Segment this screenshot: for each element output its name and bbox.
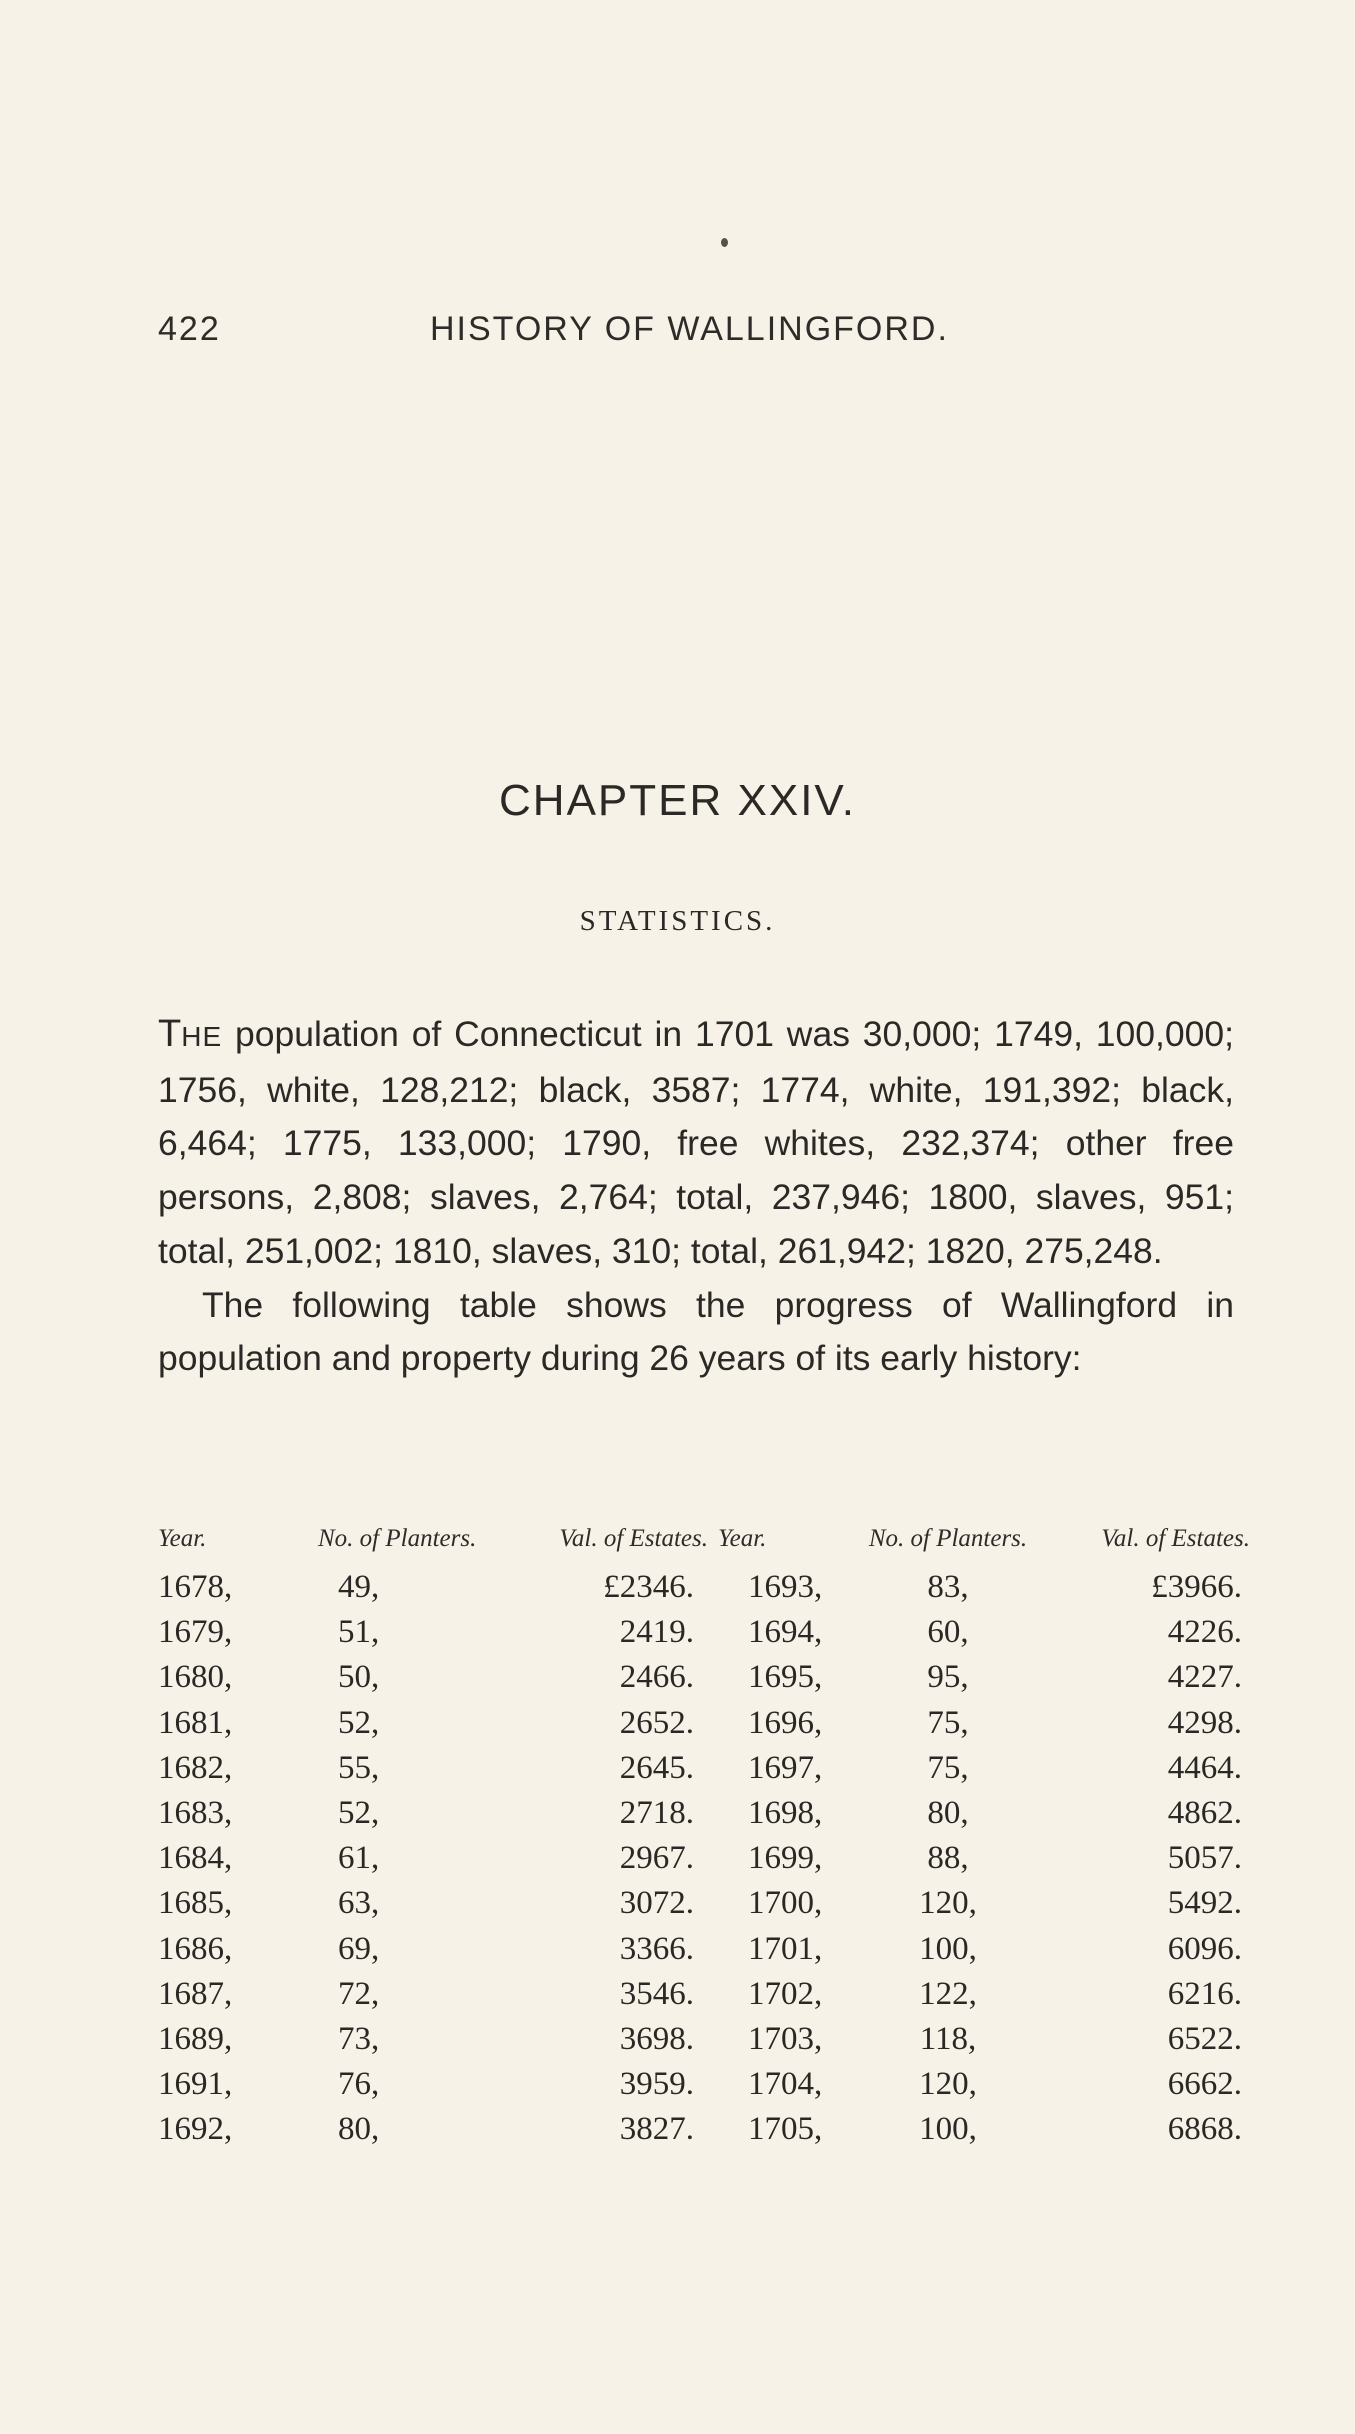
cell-planters-2: 75, — [927, 1749, 969, 1786]
table-row — [158, 1701, 1250, 1746]
table-row — [158, 1791, 1250, 1836]
cell-year: 1679, — [158, 1614, 233, 1651]
table-header-row — [158, 1525, 1250, 1565]
cell-planters-2: 118, — [919, 2020, 977, 2057]
cell-year: 1680, — [158, 1659, 233, 1696]
cell-planters-2: 95, — [927, 1659, 969, 1696]
cell-estates: 3366. — [619, 1930, 694, 1967]
cell-year: 1686, — [158, 1930, 233, 1967]
cell-planters-2: 100, — [919, 1930, 977, 1967]
cell-estates: 2652. — [619, 1704, 694, 1741]
cell-year: 1683, — [158, 1795, 233, 1832]
cell-year: 1681, — [158, 1704, 233, 1741]
table-body — [158, 1565, 1250, 2152]
cell-year-2: 1693, — [748, 1569, 823, 1606]
cell-planters-2: 120, — [919, 2066, 977, 2103]
cell-estates-2: 6662. — [1167, 2066, 1242, 2103]
cell-year-2: 1704, — [748, 2066, 823, 2103]
paragraph-table-intro: The following table shows the progress of Wallingford in population and property during 26 years of its early history: — [158, 1284, 1234, 1379]
cell-estates-2: 4298. — [1167, 1704, 1242, 1741]
cell-year: 1678, — [158, 1569, 233, 1606]
table-row — [158, 1610, 1250, 1655]
table-row — [158, 2062, 1250, 2107]
header-estates-2: Val. of Estates. — [1101, 1525, 1250, 1552]
cell-planters: 50, — [338, 1659, 380, 1696]
cell-estates-2: 6096. — [1167, 1930, 1242, 1967]
cell-year: 1684, — [158, 1840, 233, 1877]
cell-year-2: 1705, — [748, 2111, 823, 2148]
table-row — [158, 2107, 1250, 2152]
cell-planters-2: 100, — [919, 2111, 977, 2148]
cell-planters: 61, — [338, 1840, 380, 1877]
header-planters: No. of Planters. — [318, 1525, 477, 1552]
section-title: STATISTICS. — [579, 905, 776, 937]
cell-planters-2: 83, — [927, 1569, 969, 1606]
header-planters-2: No. of Planters. — [868, 1525, 1028, 1552]
cell-planters-2: 120, — [919, 1885, 977, 1922]
table-row — [158, 1927, 1250, 1972]
header-year-2: Year. — [718, 1525, 767, 1552]
cell-planters-2: 75, — [927, 1704, 969, 1741]
cell-estates-2: 5057. — [1167, 1840, 1242, 1877]
header-estates: Val. of Estates. — [559, 1525, 708, 1552]
header-year: Year. — [158, 1525, 207, 1552]
cell-planters-2: 80, — [927, 1795, 969, 1832]
cell-year: 1685, — [158, 1885, 233, 1922]
paragraph-1-text: population of Connecticut in 1701 was 30,000; 1749, 100,000; 1756, white, 128,212; black, 3587; 1774, white, 191,392; black, 6,464; 1775, 133,000; 1790, free whites, 232,374; other free persons, 2,808; slaves, 2,764; total, 237,946; 1800, slaves, 951; total, 251,002; 1810, slaves, 310; total, 261,942; 1820, 275,248. — [158, 1014, 1234, 1271]
cell-planters: 72, — [338, 1975, 380, 2012]
cell-year-2: 1695, — [748, 1659, 823, 1696]
lead-letter: T — [158, 1013, 182, 1055]
cell-estates-2: 4464. — [1167, 1749, 1242, 1786]
cell-estates: 3827. — [619, 2111, 694, 2148]
table-row — [158, 2017, 1250, 2062]
cell-estates: £2346. — [603, 1569, 694, 1606]
cell-estates-2: 6522. — [1167, 2020, 1242, 2057]
cell-year: 1692, — [158, 2111, 233, 2148]
table-row — [158, 1836, 1250, 1881]
cell-year-2: 1700, — [748, 1885, 823, 1922]
cell-estates: 2718. — [619, 1795, 694, 1832]
lead-small-caps: HE — [181, 1021, 223, 1052]
cell-planters: 55, — [338, 1749, 380, 1786]
cell-estates: 3072. — [619, 1885, 694, 1922]
cell-estates-2: 5492. — [1167, 1885, 1242, 1922]
chapter-title: CHAPTER XXIV. — [499, 776, 856, 825]
table-row — [158, 1565, 1250, 1610]
table-row — [158, 1655, 1250, 1700]
cell-estates: 3959. — [619, 2066, 694, 2103]
cell-year-2: 1696, — [748, 1704, 823, 1741]
cell-planters: 52, — [338, 1795, 380, 1832]
cell-year: 1689, — [158, 2020, 233, 2057]
cell-year-2: 1703, — [748, 2020, 823, 2057]
cell-estates: 2967. — [619, 1840, 694, 1877]
cell-estates: 2645. — [619, 1749, 694, 1786]
body-text — [158, 1008, 1234, 1386]
cell-estates: 3546. — [619, 1975, 694, 2012]
cell-year-2: 1698, — [748, 1795, 823, 1832]
cell-planters-2: 60, — [927, 1614, 969, 1651]
running-title: HISTORY OF WALLINGFORD. — [430, 310, 949, 348]
cell-year-2: 1702, — [748, 1975, 823, 2012]
cell-estates-2: 4862. — [1167, 1795, 1242, 1832]
cell-planters: 52, — [338, 1704, 380, 1741]
cell-estates-2: 4227. — [1167, 1659, 1242, 1696]
cell-year-2: 1697, — [748, 1749, 823, 1786]
cell-estates-2: 6216. — [1167, 1975, 1242, 2012]
cell-planters: 76, — [338, 2066, 380, 2103]
cell-year: 1687, — [158, 1975, 233, 2012]
table-row — [158, 1972, 1250, 2017]
cell-year-2: 1701, — [748, 1930, 823, 1967]
statistics-table — [158, 1525, 1250, 2152]
cell-planters: 49, — [338, 1569, 380, 1606]
cell-estates-2: 6868. — [1167, 2111, 1242, 2148]
cell-year-2: 1699, — [748, 1840, 823, 1877]
cell-planters: 51, — [338, 1614, 380, 1651]
cell-estates-2: £3966. — [1151, 1569, 1242, 1606]
cell-planters: 80, — [338, 2111, 380, 2148]
ink-speck — [721, 238, 728, 247]
cell-estates-2: 4226. — [1167, 1614, 1242, 1651]
page-number: 422 — [158, 310, 221, 348]
cell-planters: 69, — [338, 1930, 380, 1967]
table-row — [158, 1881, 1250, 1926]
running-head — [158, 310, 1238, 358]
cell-year: 1691, — [158, 2066, 233, 2103]
table-row — [158, 1746, 1250, 1791]
cell-estates: 2419. — [619, 1614, 694, 1651]
cell-year-2: 1694, — [748, 1614, 823, 1651]
cell-planters-2: 88, — [927, 1840, 969, 1877]
paragraph-population — [158, 1008, 1234, 1279]
cell-planters: 73, — [338, 2020, 380, 2057]
cell-planters-2: 122, — [919, 1975, 977, 2012]
cell-year: 1682, — [158, 1749, 233, 1786]
cell-planters: 63, — [338, 1885, 380, 1922]
cell-estates: 3698. — [619, 2020, 694, 2057]
cell-estates: 2466. — [619, 1659, 694, 1696]
